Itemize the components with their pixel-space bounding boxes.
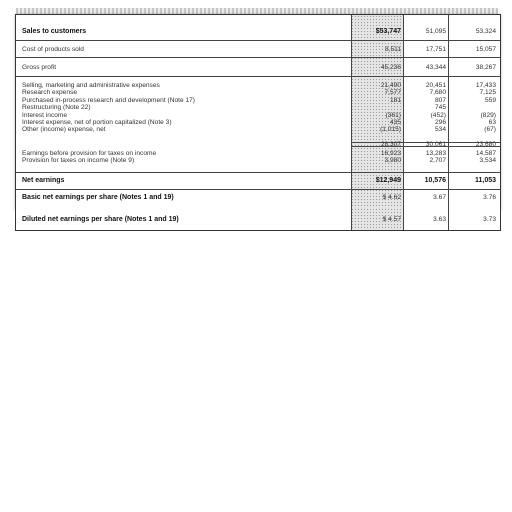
net-earnings-value-1: $12,949	[375, 177, 401, 184]
tax-label: Provision for taxes on income (Note 9)	[22, 157, 135, 165]
expense-label: Selling, marketing and administrative expenses	[22, 82, 160, 89]
expense-label: Restructuring (Note 22)	[22, 104, 91, 112]
pretax-label: Earnings before provision for taxes on income	[22, 150, 157, 157]
row-divider	[16, 189, 500, 190]
pretax-values-2	[404, 150, 446, 165]
expense-value: (452)	[430, 111, 446, 119]
basic-eps-value-1: $ 4.62	[382, 194, 401, 201]
cogs-value-3: 15,057	[475, 46, 496, 53]
net-earnings-value-2: 10,576	[424, 177, 446, 184]
expense-labels	[22, 82, 195, 134]
sales-value-2: 51,095	[425, 28, 446, 35]
gross-profit-value-2: 43,344	[425, 64, 446, 71]
pretax-labels	[22, 150, 156, 165]
net-earnings-value-3: 11,053	[474, 177, 496, 184]
basic-eps-value-2: 3.67	[433, 194, 446, 201]
tax-value: 2,707	[429, 157, 446, 165]
basic-eps-label: Basic net earnings per share (Notes 1 and 19)	[22, 194, 174, 201]
expense-value: (67)	[484, 126, 496, 134]
gross-profit-label: Gross profit	[22, 64, 57, 71]
pretax-value: 16,923	[380, 150, 401, 157]
expense-label: Interest expense, net of portion capitalized (Note 3)	[22, 119, 172, 127]
income-statement-table	[15, 14, 501, 210]
row-divider	[16, 172, 500, 173]
expense-label: Purchased in-process research and development (Note 17)	[22, 96, 195, 104]
expense-value: (829)	[480, 111, 496, 119]
expense-value: 534	[434, 126, 446, 134]
expense-value: 63	[488, 119, 496, 127]
sales-label: Sales to customers	[22, 28, 87, 35]
tax-value: 3,980	[384, 157, 401, 165]
diluted-eps-value-1: $ 4.57	[382, 216, 401, 223]
expense-total-2: 30,061	[425, 141, 446, 148]
diluted-eps-value-3: 3.73	[483, 216, 496, 223]
cogs-label: Cost of products sold	[22, 46, 84, 53]
expense-total-1: 28,307	[380, 141, 401, 148]
expense-value	[449, 104, 496, 111]
expense-value: 7,680	[429, 89, 446, 97]
expense-label: Research expense	[22, 89, 77, 97]
row-divider	[16, 40, 500, 41]
expense-value: 559	[484, 96, 496, 104]
expense-value	[351, 104, 401, 111]
gross-profit-value-3: 38,267	[475, 64, 496, 71]
cogs-value-2: 17,751	[425, 46, 446, 53]
expense-total-3: 23,680	[475, 141, 496, 148]
net-earnings-label: Net earnings	[22, 177, 65, 184]
pretax-value: 13,283	[425, 150, 446, 157]
expense-value: 7,577	[384, 89, 401, 97]
sales-value-1: $53,747	[375, 28, 401, 35]
sales-value-3: 53,324	[475, 28, 496, 35]
expense-value: 807	[434, 96, 446, 104]
expense-value: 21,490	[380, 82, 401, 89]
pretax-values-3	[449, 150, 496, 165]
row-divider	[16, 57, 500, 58]
expense-label: Interest income	[22, 111, 68, 119]
expense-values-1	[351, 82, 401, 134]
expense-value: 20,451	[425, 82, 446, 89]
expense-value: (1,015)	[380, 126, 401, 134]
pretax-values-1	[351, 150, 401, 165]
diluted-eps-row	[15, 208, 501, 231]
expense-value: 296	[434, 119, 446, 127]
diluted-eps-value-2: 3.63	[433, 216, 446, 223]
expense-value: 745	[434, 104, 446, 112]
pretax-value: 14,587	[475, 150, 496, 157]
expense-value: 435	[389, 119, 401, 127]
basic-eps-value-3: 3.76	[483, 194, 496, 201]
expense-values-3	[449, 82, 496, 134]
expense-value: 17,433	[475, 82, 496, 89]
tax-value: 3,534	[479, 157, 496, 165]
expense-value: 181	[389, 96, 401, 104]
diluted-eps-label: Diluted net earnings per share (Notes 1 and 19)	[22, 216, 179, 223]
expense-values-2	[404, 82, 446, 134]
gross-profit-value-1: 45,236	[380, 64, 401, 71]
row-divider	[16, 76, 500, 77]
expense-value: (361)	[385, 111, 401, 119]
expense-label: Other (income) expense, net	[22, 126, 106, 134]
cogs-value-1: 8,511	[384, 46, 401, 53]
expense-value: 7,125	[479, 89, 496, 97]
